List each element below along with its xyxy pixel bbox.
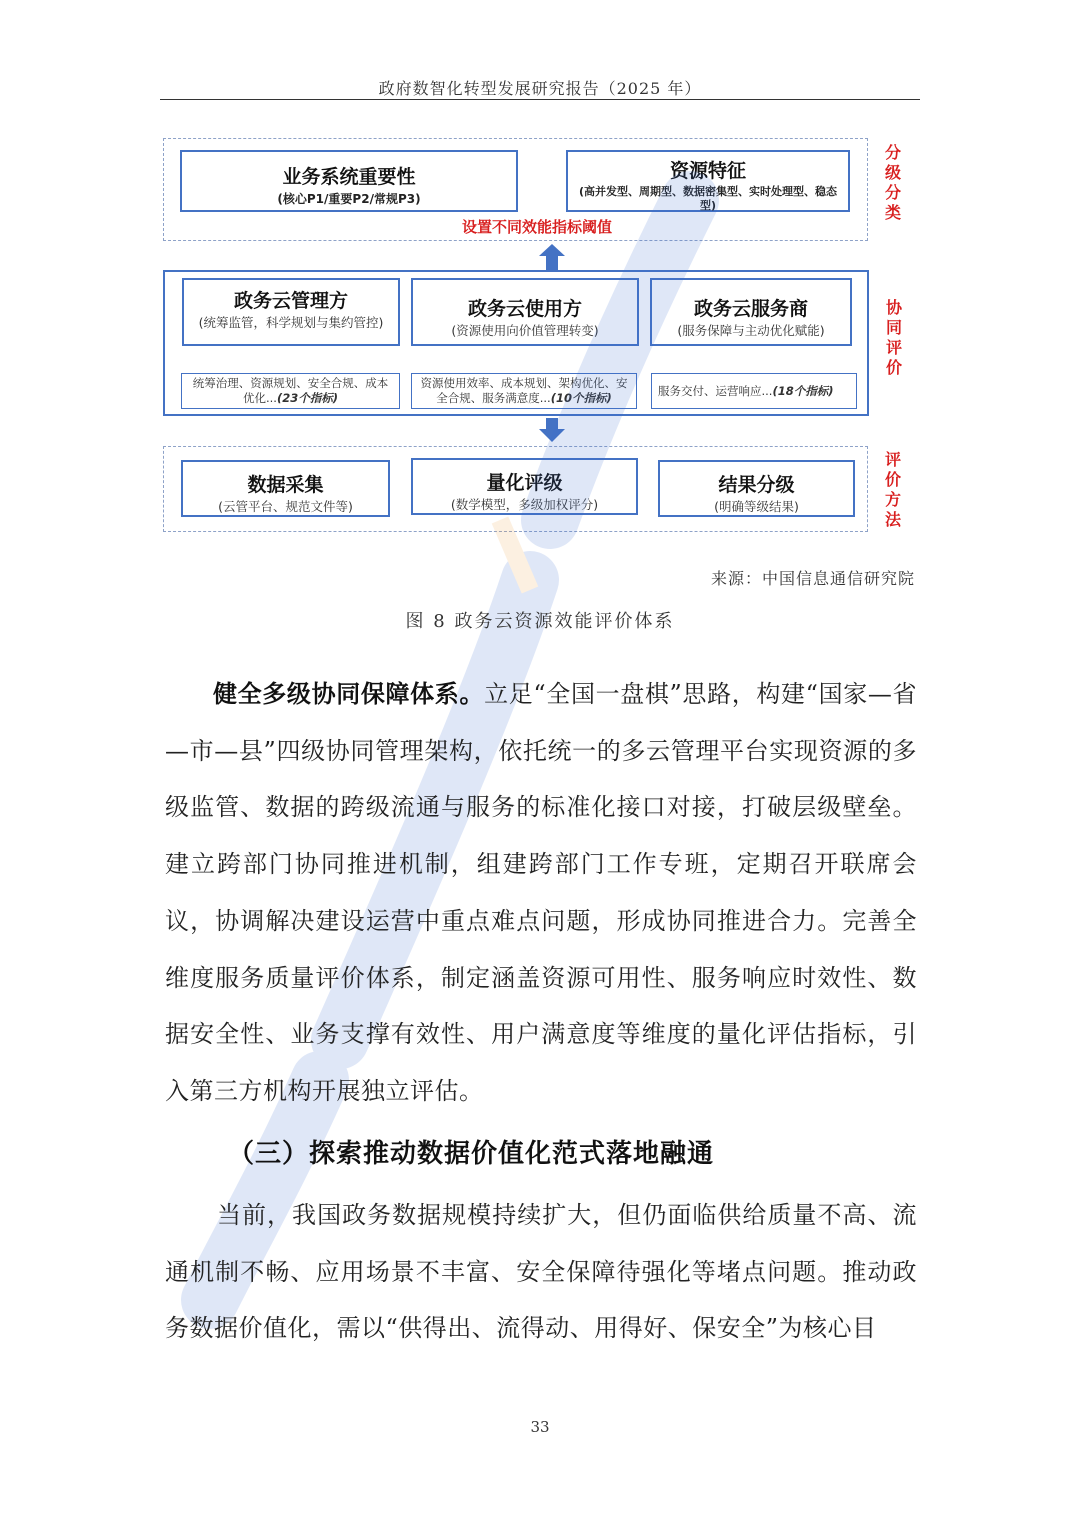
cloud-provider-title: 政务云服务商 [693,298,808,320]
business-importance-card [180,150,518,212]
provider-metrics-text: 服务交付、运营响应... [658,383,773,398]
provider-metrics [651,373,857,409]
paragraph-data-value: 当前，我国政务数据规模持续扩大，但仍面临供给质量不高、流通机制不畅、应用场景不丰富、安全保障待强化等堵点问题。推动政务数据价值化，需以“供得出、流得动、用得好、保安全”为核心目 [165,1201,917,1343]
resource-feature-sub: (高并发型、周期型、数据密集型、实时处理型、稳态型) [578,185,838,212]
cloud-provider-sub: (服务保障与主动优化赋能) [677,323,825,338]
result-grading-title: 结果分级 [718,474,795,496]
arrow-up-icon [538,244,566,270]
data-collection-sub: (云管平台、规范文件等) [218,499,353,514]
result-grading-card [658,460,855,517]
figure-caption: 图 8 政务云资源效能评价体系 [405,611,675,632]
arrow-down-icon [538,418,566,442]
user-metrics-text: 资源使用效率、成本规划、架构优化、安全合规、服务满意度... [420,376,628,405]
cloud-manager-sub: (统筹监管，科学规划与集约管控) [198,315,384,330]
cloud-user-sub: (资源使用向价值管理转变) [451,323,599,338]
user-metrics-count: (10个指标) [550,391,612,405]
side-label-classification: 分级分类 [884,143,901,222]
paragraph-lead: 健全多级协同保障体系。 [213,680,485,708]
paragraph-collaborative-system [165,666,917,1120]
quantitative-rating-card [411,458,638,515]
quantitative-rating-title: 量化评级 [486,472,563,494]
figure-source: 来源：中国信息通信研究院 [710,569,915,588]
side-label-method: 评价方法 [884,450,901,529]
report-header-title: 政府数智化转型发展研究报告（2025 年） [378,79,702,98]
section-heading: （三）探索推动数据价值化范式落地融通 [228,1139,715,1169]
paragraph-body-1: 立足“全国一盘棋”思路，构建“国家—省—市—县”四级协同管理架构，依托统一的多云管理平台实现资源的多级监管、数据的跨级流通与服务的标准化接口对接，打破层级壁垒。建立跨部门协同推进机制，组建跨部门工作专班，定期召开联席会议，协调解决建设运营中重点难点问题，形成协同推进合力。完善全维度服务质量评价体系，制定涵盖资源可用性、服务响应时效性、数据安全性、业务支撑有效性、用户满意度等维度的量化评估指标，引入第三方机构开展独立评估。 [165,680,918,1105]
data-collection-title: 数据采集 [247,474,324,496]
cloud-user-card [411,278,639,346]
cloud-provider-card [650,278,852,346]
manager-metrics-count: (23个指标) [276,391,338,405]
business-importance-sub: (核心P1/重要P2/常规P3) [277,192,421,206]
page-number: 33 [530,1418,550,1436]
quantitative-rating-sub: (数学模型，多级加权评分) [450,497,599,512]
result-grading-sub: (明确等级结果) [714,499,799,514]
data-collection-card [181,460,390,517]
side-label-collaboration: 协同评价 [885,298,902,377]
threshold-label: 设置不同效能指标阈值 [462,218,613,236]
user-metrics [411,373,637,409]
business-importance-title: 业务系统重要性 [282,166,416,188]
cloud-user-title: 政务云使用方 [467,298,582,320]
cloud-manager-title: 政务云管理方 [233,290,348,312]
resource-feature-card [566,150,850,212]
cloud-manager-card [182,278,400,346]
provider-metrics-count: (18个指标) [772,383,834,398]
manager-metrics [181,373,400,409]
manager-metrics-text: 统筹治理、资源规划、安全合规、成本优化... [192,376,389,405]
resource-feature-title: 资源特征 [669,160,746,182]
header-divider [160,99,920,100]
